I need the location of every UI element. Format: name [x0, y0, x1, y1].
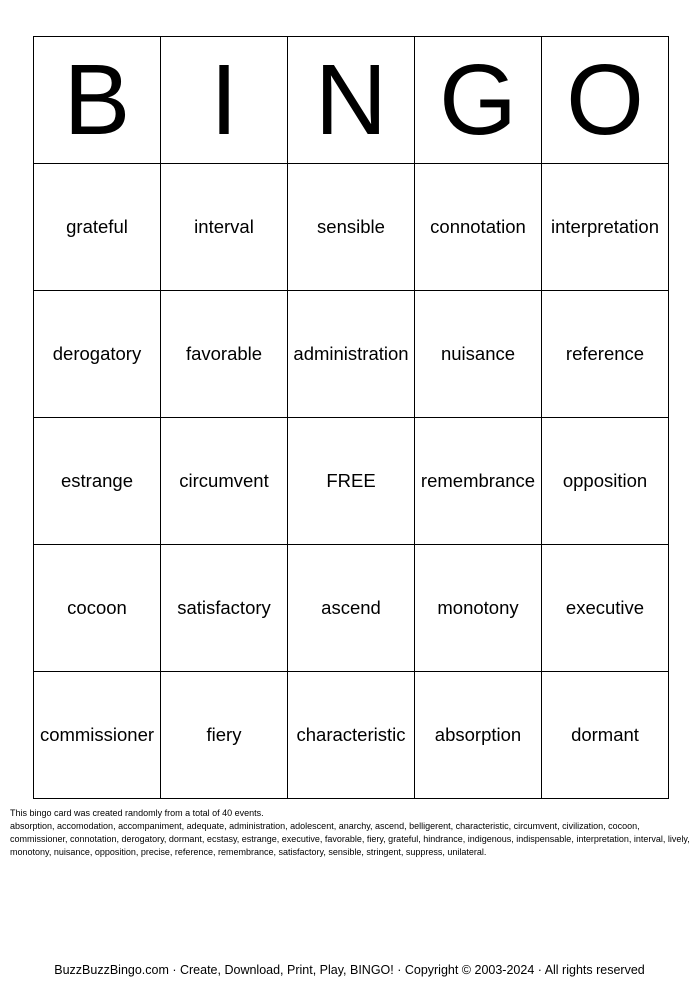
bingo-cell: opposition	[542, 418, 669, 545]
header-letter-i: I	[161, 37, 288, 164]
bingo-cell: interval	[161, 164, 288, 291]
card-info	[10, 807, 690, 859]
bingo-card	[33, 36, 669, 799]
bingo-cell: circumvent	[161, 418, 288, 545]
bingo-cell: reference	[542, 291, 669, 418]
bingo-cell: derogatory	[34, 291, 161, 418]
header-letter-g: G	[415, 37, 542, 164]
bingo-cell: ascend	[288, 545, 415, 672]
bingo-cell: estrange	[34, 418, 161, 545]
bingo-row	[34, 164, 669, 291]
bingo-row	[34, 672, 669, 799]
free-space-cell: FREE	[288, 418, 415, 545]
bingo-header-row	[34, 37, 669, 164]
bingo-cell: sensible	[288, 164, 415, 291]
bingo-cell: commissioner	[34, 672, 161, 799]
bingo-cell: characteristic	[288, 672, 415, 799]
bingo-cell: cocoon	[34, 545, 161, 672]
bingo-cell: nuisance	[415, 291, 542, 418]
bingo-cell: connotation	[415, 164, 542, 291]
bingo-cell: favorable	[161, 291, 288, 418]
bingo-row	[34, 418, 669, 545]
bingo-cell: dormant	[542, 672, 669, 799]
site-footer: BuzzBuzzBingo.com · Create, Download, Print, Play, BINGO! · Copyright © 2003-2024 · All rights reserved	[54, 963, 645, 977]
bingo-row	[34, 545, 669, 672]
bingo-cell: executive	[542, 545, 669, 672]
bingo-cell: interpretation	[542, 164, 669, 291]
bingo-cell: administration	[288, 291, 415, 418]
word-list: absorption, accomodation, accompaniment, adequate, administration, adolescent, anarchy, ascend, belligerent, characteristic, circumvent, civilization, cocoon, commissioner, connotation, derogatory, dormant, ecstasy, estrange, executive, favorable, fiery, grateful, hindrance, indigenous, indispensable, interpretation, interval, lively, monotony, nuisance, opposition, precise, reference, remembrance, satisfactory, sensible, stringent, suppress, unilateral.	[10, 821, 690, 857]
bingo-cell: satisfactory	[161, 545, 288, 672]
bingo-cell: absorption	[415, 672, 542, 799]
bingo-row	[34, 291, 669, 418]
card-summary: This bingo card was created randomly from a total of 40 events.	[10, 808, 264, 818]
header-letter-o: O	[542, 37, 669, 164]
bingo-cell: fiery	[161, 672, 288, 799]
bingo-cell: remembrance	[415, 418, 542, 545]
bingo-cell: grateful	[34, 164, 161, 291]
header-letter-n: N	[288, 37, 415, 164]
header-letter-b: B	[34, 37, 161, 164]
bingo-cell: monotony	[415, 545, 542, 672]
